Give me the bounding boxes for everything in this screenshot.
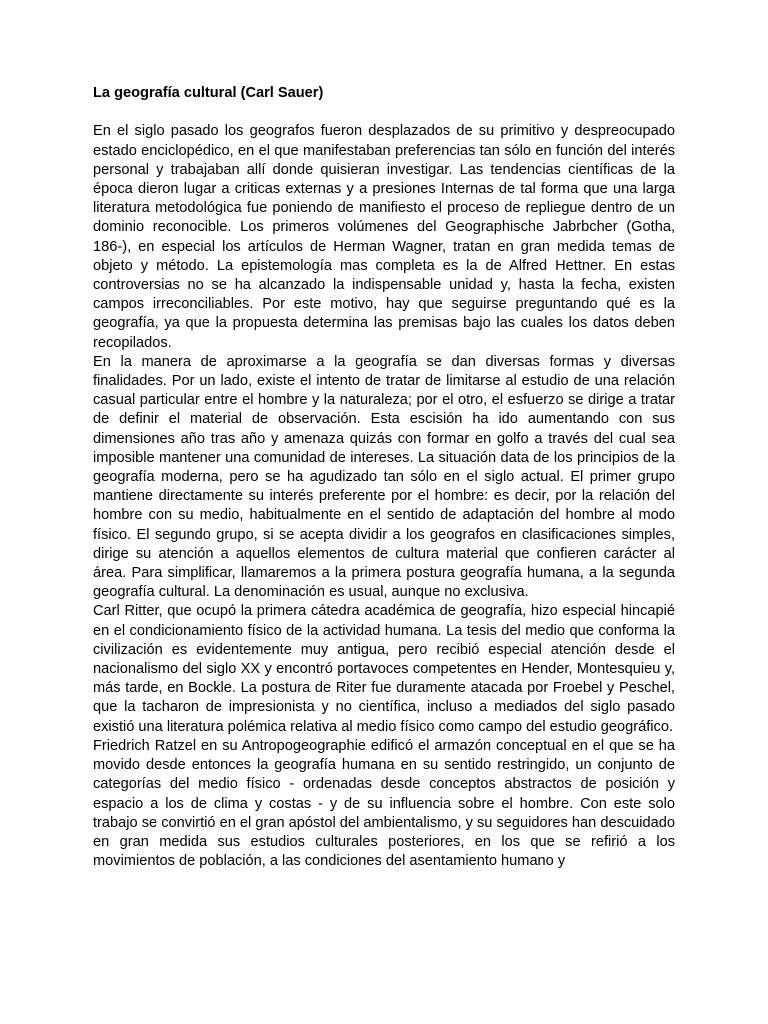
document-title: La geografía cultural (Carl Sauer) xyxy=(93,85,324,101)
document-body xyxy=(93,84,675,871)
paragraph-1: En el siglo pasado los geografos fueron desplazados de su primitivo y despreocupado estado enciclopédico, en el que manifestaban preferencias tan sólo en función del interés personal y trabajaban allí donde quisieran investigar. Las tendencias científicas de la época dieron lugar a criticas externas y a presiones Internas de tal forma que una larga literatura metodológica fue poniendo de manifiesto el proceso de repliegue dentro de un dominio reconocible. Los primeros volúmenes del Geographische Jabrbcher (Gotha, 186-), en especial los artículos de Herman Wagner, tratan en gran medida temas de objeto y método. La epistemología mas completa es la de Alfred Hettner. En estas controversias no se ha alcanzado la indispensable unidad y, hasta la fecha, existen campos irreconciliables. Por este motivo, hay que seguirse preguntando qué es la geografía, ya que la propuesta determina las premisas bajo las cuales los datos deben recopilados. xyxy=(93,123,675,351)
paragraph-4: Friedrich Ratzel en su Antropogeographie edificó el armazón conceptual en el que se ha movido desde entonces la geografía humana en su sentido restringido, un conjunto de categorías del medio físico - ordenadas desde conceptos abstractos de posición y espacio a los de clima y costas - y de su influencia sobre el hombre. Con este solo trabajo se convirtió en el gran apóstol del ambientalismo, y su seguidores han descuidado en gran medida sus estudios culturales posteriores, en los que se refirió a los movimientos de población, a las condiciones del asentamiento humano y xyxy=(93,737,675,870)
paragraph-3: Carl Ritter, que ocupó la primera cátedra académica de geografía, hizo especial hincapié en el condicionamiento físico de la actividad humana. La tesis del medio que conforma la civilización es evidentemente muy antigua, pero recibió especial atención desde el nacionalismo del siglo XX y encontró portavoces competentes en Hender, Montesquieu y, más tarde, en Bockle. La postura de Riter fue duramente atacada por Froebel y Peschel, que la tacharon de impresionista y no científica, incluso a mediados del siglo pasado existió una literatura polémica relativa al medio físico como campo del estudio geográfico. xyxy=(93,603,675,735)
paragraph-2: En la manera de aproximarse a la geografía se dan diversas formas y diversas finalidades. Por un lado, existe el intento de tratar de limitarse al estudio de una relación casual particular entre el hombre y la naturaleza; por el otro, el esfuerzo se dirige a tratar de definir el material de observación. Esta escisión ha ido aumentando con sus dimensiones año tras año y amenaza quizás con formar en golfo a través del cual sea imposible mantener una comunidad de intereses. La situación data de los principios de la geografía moderna, pero se ha agudizado tan sólo en el siglo actual. El primer grupo mantiene directamente su interés preferente por el hombre: es decir, por la relación del hombre con su medio, habitualmente en el sentido de adaptación del hombre al modo físico. El segundo grupo, si se acepta dividir a los geografos en clasificaciones simples, dirige su atención a aquellos elementos de cultura material que confieren carácter al área. Para simplificar, llamaremos a la primera postura geografía humana, a la segunda geografía cultural. La denominación es usual, aunque no exclusiva. xyxy=(93,353,675,601)
